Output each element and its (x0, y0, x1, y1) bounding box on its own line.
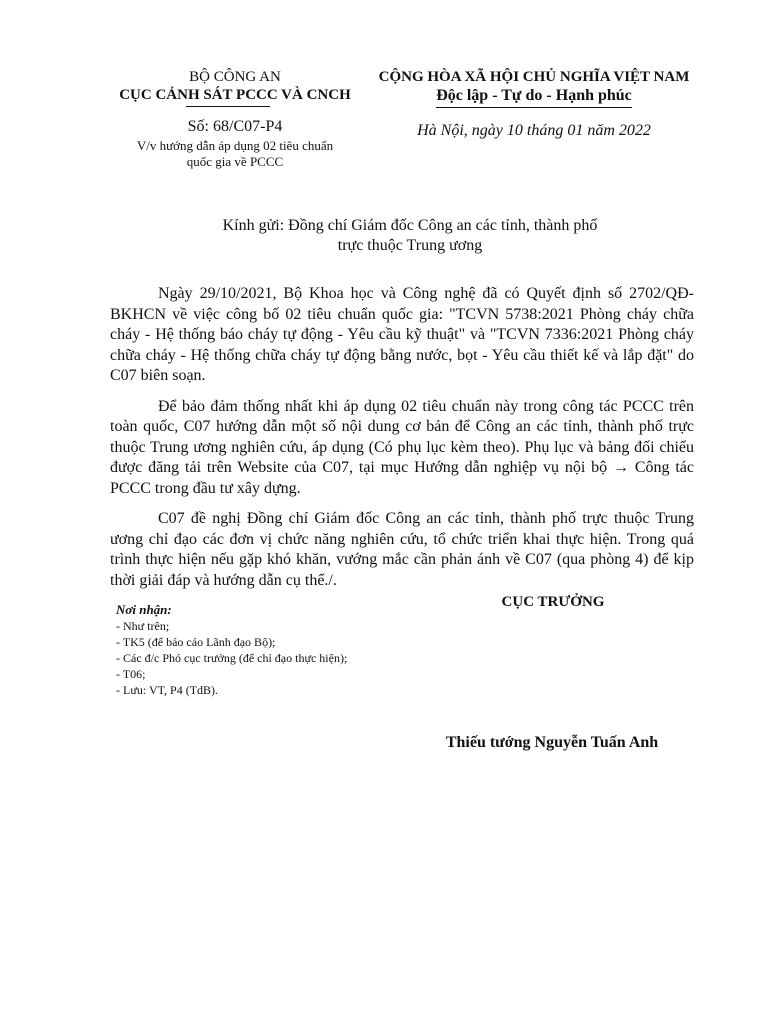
country-name: CỘNG HÒA XÃ HỘI CHỦ NGHĨA VIỆT NAM (378, 69, 690, 85)
letter-body (110, 284, 694, 601)
recipients-block (116, 602, 446, 698)
addressee (100, 216, 720, 256)
recipient-item: - Như trên; (116, 619, 170, 633)
issuing-agency-block (100, 68, 370, 170)
national-motto: Độc lập - Tự do - Hạnh phúc (436, 86, 632, 108)
ministry-name: BỘ CÔNG AN (189, 69, 281, 85)
department-name-text: CỤC CẢNH SÁT PCCC VÀ CNCH (119, 87, 351, 103)
document-subject (100, 138, 370, 170)
recipients-title: Nơi nhận: (116, 602, 172, 617)
recipient-item: - Các đ/c Phó cục trưởng (để chỉ đạo thực hiện); (116, 651, 348, 665)
subject-line-1: V/v hướng dẫn áp dụng 02 tiêu chuẩn (136, 138, 334, 153)
place-and-date: Hà Nội, ngày 10 tháng 01 năm 2022 (417, 122, 651, 139)
recipient-item: - T06; (116, 667, 146, 681)
department-underline (186, 106, 270, 107)
signatory-position: CỤC TRƯỞNG (501, 594, 605, 610)
recipient-item: - TK5 (để báo cáo Lãnh đạo Bộ); (116, 635, 276, 649)
signatory-name: Thiếu tướng Nguyễn Tuấn Anh (445, 734, 659, 751)
recipient-item: - Lưu: VT, P4 (TdB). (116, 683, 219, 697)
subject-line-2: quốc gia về PCCC (186, 154, 284, 169)
body-paragraph-1: Ngày 29/10/2021, Bộ Khoa học và Công nghệ đã có Quyết định số 2702/QĐ-BKHCN về việc công bố 02 tiêu chuẩn quốc gia: "TCVN 5738:2021 Phòng cháy chữa cháy - Hệ thống báo cháy tự động - Yêu cầu kỹ thuật" và "TCVN 7336:2021 Phòng cháy chữa cháy - Hệ thống chữa cháy tự động bằng nước, bọt - Yêu cầu thiết kế và lắp đặt" do C07 biên soạn. (110, 285, 694, 384)
addressee-line-1: Kính gửi: Đồng chí Giám đốc Công an các tỉnh, thành phố (222, 217, 598, 234)
national-header-block (366, 68, 702, 140)
addressee-line-2: trực thuộc Trung ương (337, 237, 483, 254)
department-name (100, 86, 370, 104)
body-paragraph-3: C07 đề nghị Đồng chí Giám đốc Công an các tỉnh, thành phố trực thuộc Trung ương chỉ đạo các đơn vị chức năng nghiên cứu, tổ chức triển khai thực hiện. Trong quá trình thực hiện nếu gặp khó khăn, vướng mắc cần phản ánh về C07 (qua phòng 4) để kịp thời giải đáp và hướng dẫn cụ thể./. (110, 510, 694, 589)
body-paragraph-2: Để bảo đảm thống nhất khi áp dụng 02 tiêu chuẩn này trong công tác PCCC trên toàn quốc, C07 hướng dẫn một số nội dung cơ bản để Công an các tỉnh, thành phố trực thuộc Trung ương nghiên cứu, áp dụng (Có phụ lục kèm theo). Phụ lục và bảng đối chiếu được đăng tải trên Website của C07, tại mục Hướng dẫn nghiệp vụ nội bộ → Công tác PCCC trong đầu tư xây dựng. (110, 397, 694, 497)
document-number: Số: 68/C07-P4 (187, 118, 283, 135)
recipients-list (116, 618, 446, 698)
